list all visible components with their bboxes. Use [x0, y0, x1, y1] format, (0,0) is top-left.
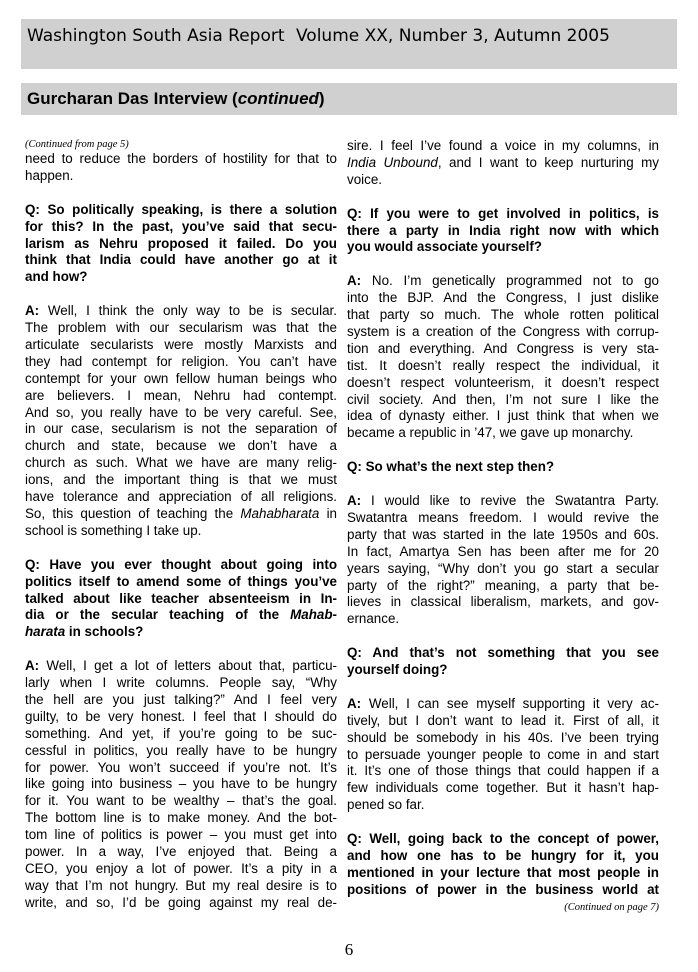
- question-line: [25, 252, 337, 269]
- line-text: it. It’s one of those things that could happen if a: [347, 763, 659, 779]
- paragraph-gap: [347, 476, 659, 493]
- text-line: [347, 324, 659, 341]
- text-line: [25, 472, 337, 489]
- line-text-tail: in: [319, 506, 337, 521]
- right-column: [347, 138, 659, 914]
- text-line: [347, 544, 659, 561]
- line-text: for power. You won’t succeed if you’re not. It’s: [25, 759, 337, 775]
- line-text-tail: , and I want to keep nurturing my: [437, 154, 659, 170]
- line-text: that party so much. The whole rotten political: [347, 307, 659, 323]
- line-text: Swatantra means freedom. I would revive the: [347, 509, 659, 525]
- text-line: [25, 371, 337, 388]
- paragraph-gap: [347, 628, 659, 645]
- line-text: think that India could have another go at it: [25, 252, 337, 268]
- line-text: for this? In the past, you’ve said that secu-: [25, 218, 337, 234]
- line-text: talked about like teacher absenteeism in In-: [25, 590, 337, 606]
- line-text: doesn’t respect volunteerism, it doesn’t respect: [347, 374, 659, 390]
- line-text: need to reduce the borders of hostility for that to: [25, 151, 337, 166]
- paragraph-gap: [347, 189, 659, 206]
- line-text: guilty, to be very honest. I feel that I should do: [25, 708, 337, 724]
- text-line: [25, 421, 337, 438]
- text-line: [25, 337, 337, 354]
- text-line: A: I would like to revive the Swatantra Party.: [347, 492, 659, 508]
- question-line: [25, 574, 337, 591]
- line-text-tail: in schools?: [65, 624, 144, 640]
- text-line: [347, 290, 659, 307]
- line-text: and how one has to be hungry for it, you: [347, 847, 659, 863]
- text-line: [25, 489, 337, 506]
- line-text: The problem with our secularism was that the: [25, 320, 337, 336]
- line-text: you would associate yourself?: [347, 239, 542, 255]
- line-text: few individuals come together. But it hasn’t hap-: [347, 780, 659, 796]
- line-text: there a party in India right now with which: [347, 222, 659, 238]
- line-text: politics itself to amend some of things you’ve: [25, 573, 337, 589]
- answer-label: A:: [25, 658, 40, 674]
- line-text: larism as Nehru proposed it failed. Do you: [25, 235, 337, 251]
- left-column: [25, 138, 337, 912]
- paragraph-gap: [347, 256, 659, 273]
- line-text: Q: Well, going back to the concept of power,: [347, 831, 659, 847]
- text-line: [347, 510, 659, 527]
- text-line: [347, 594, 659, 611]
- question-line: [347, 239, 659, 256]
- text-line: [25, 861, 337, 878]
- italic-title: harata: [25, 624, 66, 640]
- text-line: [347, 780, 659, 797]
- line-text: cessful in politics, you really have to be hungry: [25, 742, 337, 758]
- paragraph-gap: [347, 679, 659, 696]
- text-line: [347, 730, 659, 747]
- text-line: [347, 155, 659, 172]
- line-text: The bottom line is to make money. And the bot-: [25, 810, 337, 826]
- text-line: [25, 844, 337, 861]
- paragraph-gap: [25, 185, 337, 202]
- text-line: [347, 747, 659, 764]
- line-text: sire. I feel I’ve found a voice in my columns, in: [347, 138, 659, 153]
- line-text: power. In a way, I’ve enjoyed that. Being a: [25, 844, 337, 860]
- italic-title: Mahab-: [290, 607, 337, 623]
- line-text: they had contempt for religion. You can’t have: [25, 353, 337, 369]
- text-line: [347, 425, 659, 442]
- line-text: yourself doing?: [347, 662, 448, 678]
- line-text: Q: And that’s not something that you see: [347, 645, 659, 661]
- text-line: [347, 763, 659, 780]
- line-text: ions, and the important thing is that we must: [25, 472, 337, 488]
- line-text: tom line of politics is power – you must get into: [25, 827, 337, 843]
- text-line: [25, 405, 337, 422]
- text-line: [347, 408, 659, 425]
- answer-label: A:: [25, 303, 40, 319]
- line-text: to persuade younger people to come in and start: [347, 746, 659, 762]
- line-text: school is something I take up.: [25, 522, 202, 538]
- text-line: [347, 358, 659, 375]
- answer-label: A:: [347, 273, 362, 289]
- paragraph-gap: [25, 641, 337, 658]
- line-text: write, and so, I’d be going against my real de-: [25, 894, 337, 910]
- question-line: [25, 202, 337, 219]
- question-line: [347, 831, 659, 848]
- question-line: [25, 219, 337, 236]
- text-line: [25, 726, 337, 743]
- paragraph-gap: [25, 540, 337, 557]
- line-text: idea of dynasty either. I just think that when we: [347, 408, 659, 424]
- text-line: [25, 354, 337, 371]
- line-text: tist. It doesn’t really respect the individual, it: [347, 357, 659, 373]
- line-text: positions of power in the business world at: [347, 881, 659, 897]
- line-text: larly when I write columns. People say, “Why: [25, 675, 337, 691]
- line-text: system is a creation of the Congress with corrup-: [347, 323, 659, 339]
- question-line: [347, 882, 659, 899]
- line-text: something. And yet, if you’re going to be suc-: [25, 725, 337, 741]
- line-text: articulate secularists were mostly Marxists and: [25, 336, 337, 352]
- text-line: [25, 743, 337, 760]
- text-line: A: Well, I get a lot of letters about that, particu-: [25, 658, 337, 674]
- text-line: [347, 307, 659, 324]
- line-text: dia or the secular teaching of the: [25, 607, 291, 623]
- line-text: And so, you really have to be very careful. See,: [25, 404, 337, 420]
- question-line: [347, 662, 659, 679]
- line-text: voice.: [347, 171, 382, 187]
- line-text: into the BJP. And the Congress, I just dislike: [347, 290, 659, 306]
- text-line: [25, 523, 337, 540]
- line-text: Q: Have you ever thought about going into: [25, 556, 337, 572]
- line-text: became a republic in ’47, we gave up monarchy.: [347, 425, 634, 441]
- line-text: party that was started in the late 1950s and 60s.: [347, 526, 659, 542]
- line-text: happen.: [25, 167, 74, 183]
- left-column-text: [25, 151, 337, 912]
- line-text: years saying, “Why don’t you go start a secular: [347, 560, 659, 576]
- page-number: 6: [344, 940, 354, 959]
- text-line: [347, 341, 659, 358]
- text-line: [25, 895, 337, 912]
- line-text: way that I’m not hungry. But my real desire is to: [25, 877, 337, 893]
- text-line: A: No. I’m genetically programmed not to go: [347, 273, 659, 289]
- text-line: [347, 611, 659, 628]
- question-line: [347, 223, 659, 240]
- question-line: [347, 848, 659, 865]
- line-text: tively, but I don’t want to lead it. First of all, it: [347, 712, 659, 728]
- text-line: [347, 561, 659, 578]
- answer-label: A:: [347, 492, 362, 508]
- line-text: lieves in classical liberalism, markets, and gov-: [347, 594, 659, 610]
- text-line: [25, 455, 337, 472]
- text-line: [347, 713, 659, 730]
- text-line: [347, 375, 659, 392]
- text-line: [25, 151, 337, 168]
- line-text: and how?: [25, 269, 88, 285]
- text-line: [25, 760, 337, 777]
- section-title: Gurcharan Das Interview (continued): [27, 89, 325, 108]
- text-line: [25, 506, 337, 523]
- text-line: [25, 675, 337, 692]
- text-line: [25, 168, 337, 185]
- line-text: Q: So politically speaking, is there a solution: [25, 201, 337, 217]
- line-text: are believers. I mean, Nehru had contempt.: [25, 387, 337, 403]
- line-text: like going into business – you have to be hungry: [25, 776, 337, 792]
- line-text: Q: So what’s the next step then?: [347, 459, 555, 475]
- question-line: [347, 865, 659, 882]
- text-line: [25, 878, 337, 895]
- italic-title: Mahabharata: [240, 506, 320, 521]
- text-line: [347, 578, 659, 595]
- line-text: mentioned in your lecture that most people in: [347, 864, 659, 880]
- text-line: [25, 810, 337, 827]
- publication-title: Washington South Asia Report: [27, 26, 285, 46]
- continued-from-note: (Continued from page 5): [25, 139, 129, 150]
- question-line: [25, 607, 337, 624]
- line-text: civil society. And then, I’m not sure I like the: [347, 391, 659, 407]
- line-text: party of the right?” meaning, a party that be-: [347, 577, 659, 593]
- line-text: tion and everything. And Congress is very sta-: [347, 340, 659, 356]
- text-line: [25, 388, 337, 405]
- text-line: [347, 527, 659, 544]
- line-text: In fact, Amartya Sen has been after me for 20: [347, 543, 659, 559]
- line-text: So, this question of teaching the: [25, 506, 241, 521]
- volume-info: Volume XX, Number 3, Autumn 2005: [296, 26, 610, 46]
- line-text: church as such. What we have are many relig-: [25, 455, 337, 471]
- text-line: A: Well, I can see myself supporting it very ac-: [347, 695, 659, 711]
- paragraph-gap: [347, 814, 659, 831]
- text-line: [25, 692, 337, 709]
- line-text: CEO, you enjoy a lot of power. It’s a pity in a: [25, 861, 337, 876]
- text-line: [347, 392, 659, 409]
- text-line: [25, 793, 337, 810]
- text-line: [25, 709, 337, 726]
- text-line: A: Well, I think the only way to be is secular.: [25, 303, 337, 319]
- text-line: [347, 172, 659, 189]
- question-line: [25, 236, 337, 253]
- line-text: contempt for your own fellow human beings who: [25, 370, 337, 386]
- answer-label: A:: [347, 695, 362, 711]
- italic-title: India Unbound: [347, 154, 438, 170]
- question-line: [25, 624, 337, 641]
- question-line: [347, 206, 659, 223]
- line-text: ernance.: [347, 611, 400, 627]
- line-text: should be somebody in his 40s. I’ve been trying: [347, 729, 659, 745]
- question-line: [25, 269, 337, 286]
- line-text: church and state, because we don’t have a: [25, 438, 337, 454]
- line-text: pened so far.: [347, 797, 425, 813]
- text-line: [25, 438, 337, 455]
- continued-on-note: (Continued on page 7): [564, 901, 659, 913]
- line-text: in our case, secularism is not the separation of: [25, 421, 337, 437]
- line-text: the hell are you just talking?” And I feel very: [25, 691, 337, 707]
- line-text: Q: If you were to get involved in politics, is: [347, 205, 659, 221]
- line-text: have tolerance and appreciation of all religions.: [25, 489, 337, 505]
- question-line: [25, 557, 337, 574]
- text-line: [347, 138, 659, 155]
- question-line: [25, 591, 337, 608]
- question-line: [347, 645, 659, 662]
- line-text: for it. You want to be wealthy – that’s the goal.: [25, 793, 337, 809]
- text-line: [347, 797, 659, 814]
- paragraph-gap: [25, 286, 337, 303]
- question-line: [347, 459, 659, 476]
- text-line: [25, 776, 337, 793]
- text-line: [25, 320, 337, 337]
- paragraph-gap: [347, 442, 659, 459]
- right-column-text: [347, 138, 659, 899]
- text-line: [25, 827, 337, 844]
